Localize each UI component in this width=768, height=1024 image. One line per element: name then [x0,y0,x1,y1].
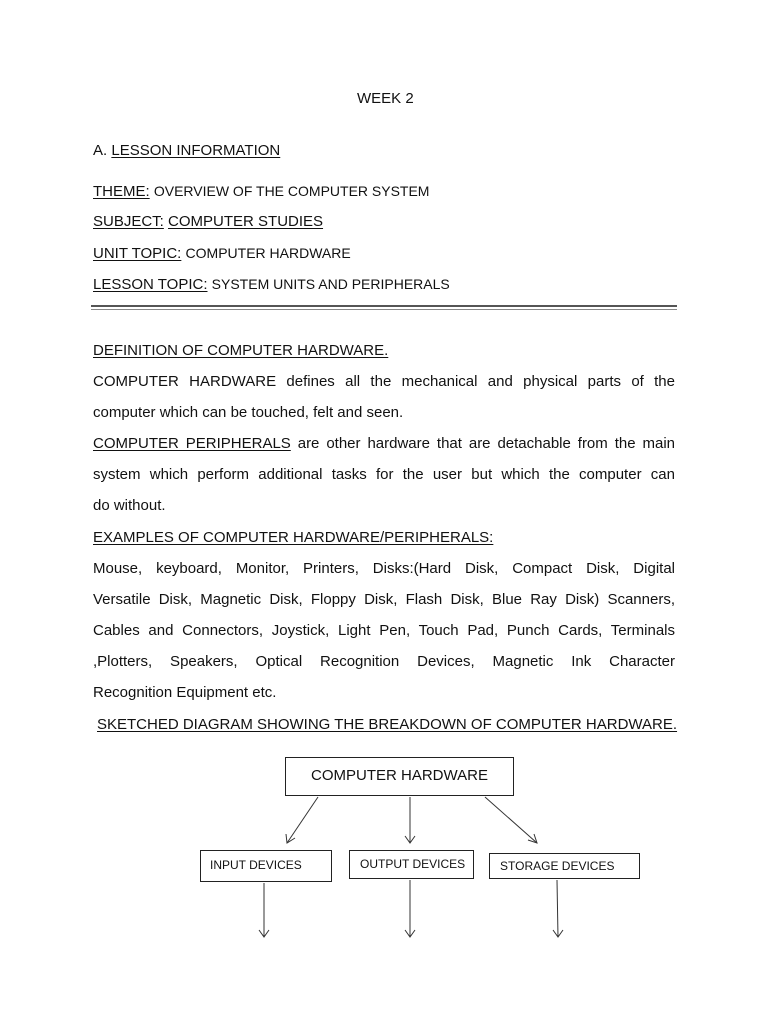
lesson-topic-value: SYSTEM UNITS AND PERIPHERALS [211,276,450,292]
unit-topic-label: UNIT TOPIC: [93,245,182,262]
storage-devices-label: STORAGE DEVICES [500,859,615,873]
week-heading: WEEK 2 [357,90,414,107]
examples-line-2: Versatile Disk, Magnetic Disk, Floppy Disk, Flash Disk, Blue Ray Disk) Scanners, [93,591,675,608]
output-devices-label: OUTPUT DEVICES [360,857,466,871]
unit-topic-value: COMPUTER HARDWARE [185,245,351,261]
section-title: LESSON INFORMATION [111,142,281,159]
examples-line-1: Mouse, keyboard, Monitor, Printers, Disks:(Hard Disk, Compact Disk, Digital [93,560,675,577]
connector-storage-down [557,880,558,937]
lesson-topic-label: LESSON TOPIC: [93,276,208,293]
theme-value: OVERVIEW OF THE COMPUTER SYSTEM [153,183,430,199]
connector-root-to-storage [485,797,537,843]
peripherals-line-2: system which perform additional tasks for the user but which the computer can [93,466,675,483]
input-devices-label: INPUT DEVICES [210,858,302,872]
diagram-caption: SKETCHED DIAGRAM SHOWING THE BREAKDOWN OF COMPUTER HARDWARE. [97,716,678,733]
examples-line-4: ,Plotters, Speakers, Optical Recognition Devices, Magnetic Ink Character [93,653,675,670]
peripherals-term: COMPUTER PERIPHERALS [93,435,291,452]
peripherals-line-3: do without. [93,497,166,514]
hardware-line-1: COMPUTER HARDWARE defines all the mechanical and physical parts of the [93,373,675,390]
subject-value: COMPUTER STUDIES [168,213,324,230]
hardware-line-2: computer which can be touched, felt and seen. [93,404,404,421]
peripherals-line-1-rest: are other hardware that are detachable from the main [290,435,675,452]
examples-heading: EXAMPLES OF COMPUTER HARDWARE/PERIPHERALS: [93,529,494,546]
definition-heading: DEFINITION OF COMPUTER HARDWARE. [93,342,389,359]
subject-label: SUBJECT: [93,213,164,230]
connector-root-to-input [287,797,318,843]
theme-label: THEME: [93,183,150,200]
examples-line-5: Recognition Equipment etc. [93,684,277,701]
root-node-label: COMPUTER HARDWARE [311,767,488,784]
section-prefix: A. [93,142,108,159]
examples-line-3: Cables and Connectors, Joystick, Light Pen, Touch Pad, Punch Cards, Terminals [93,622,675,639]
